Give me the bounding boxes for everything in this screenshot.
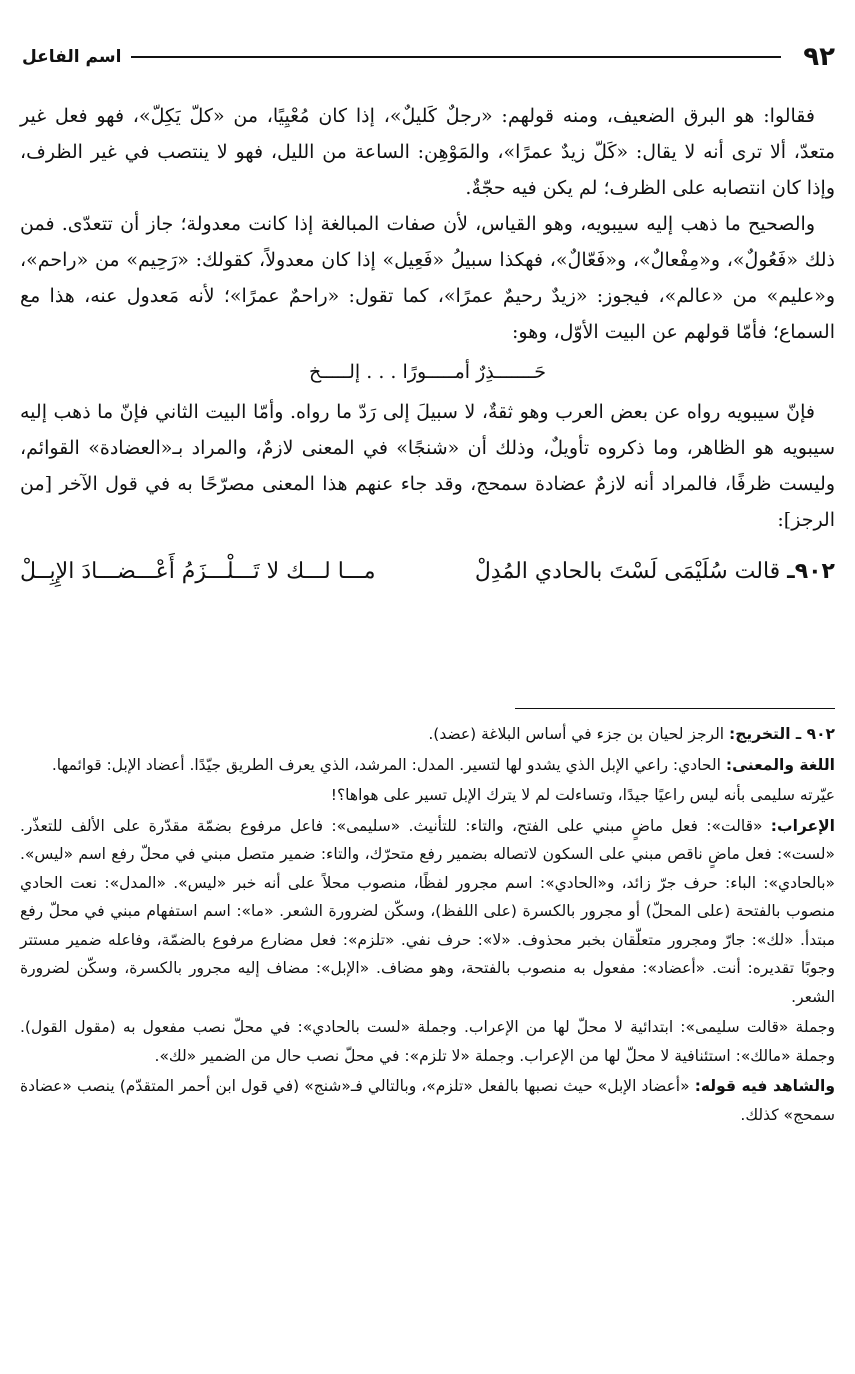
irab-label: الإعراب: [770, 816, 835, 835]
verse-first-text: قالت سُلَيْمَى لَسْتَ بالحادي المُدِلْ [474, 559, 781, 584]
page-header [22, 40, 835, 74]
header-rule [131, 56, 781, 58]
footnote-takhrij [20, 720, 835, 749]
shahid-text: «أعضاد الإبل» حيث نصبها بالفعل «تلزم»، وبالتالي فـ«شنج» (في قول ابن أحمر المتقدّم) ينصب «عضادة سمحج» كذلك. [20, 1077, 835, 1124]
footnote-jumal: وجملة «قالت سليمى»: ابتدائية لا محلّ لها من الإعراب. وجملة «لست بالحادي»: في محلّ نصب مفعول به (مقول القول). وجملة «مالك»: استئنافية لا محلّ لها من الإعراب. وجملة «لا تلزم»: في محلّ نصب حال من الضمير «لك». [20, 1018, 835, 1065]
verse-number: ٩٠٢ـ [787, 559, 835, 584]
footnotes [20, 720, 835, 1131]
running-title: اسم الفاعل [22, 47, 122, 67]
takhrij-text: الرجز لحيان بن جزء في أساس البلاغة (عضد). [428, 725, 725, 743]
poem-verse [20, 550, 835, 594]
page-number: ٩٢ [803, 42, 835, 72]
main-text [20, 98, 835, 594]
irab-text: «قالت»: فعل ماضٍ مبني على الفتح، والتاء: للتأنيث. «سليمى»: فاعل مرفوع بضمّة مقدّرة على الألف للتعذّر. «لست»: فعل ماضٍ ناقص مبني على السكون لاتصاله بضمير رفع متحرّك، والتاء: ضمير متصل مبني في محلّ رفع اسم «ليس». «بالحادي»: الباء: حرف جرّ زائد، و«الحادي»: اسم مجرور لفظًا، منصوب محلاً على أنه خبر «ليس». «المدل»: نعت الحادي منصوب بالفتحة (على المحلّ) أو مجرور بالكسرة (على اللفظ)، وسكّن لضرورة الشعر. «ما»: اسم استفهام مبني في محلّ رفع مبتدأ. «لك»: جارّ ومجرور متعلّقان بخبر محذوف. «لا»: حرف نفي. «تلزم»: فعل مضارع مرفوع بالضمّة، وفاعله ضمير مستتر وجوبًا تقديره: أنت. «أعضاد»: مفعول به منصوب بالفتحة، وهو مضاف. «الإبل»: مضاف إليه مجرور بالكسرة، وسكّن لضرورة الشعر. [20, 816, 835, 1006]
paragraph-3: فإنّ سيبويه رواه عن بعض العرب وهو ثقةٌ، لا سبيلَ إلى رَدّ ما رواه. وأمّا البيت الثاني فإنّ ما ذهب إليه سيبويه هو الظاهر، وما ذكروه تأويلٌ، وذلك أن «شنجًا» في المعنى لازمٌ، والمراد بـ«العضادة» القوائم، وليست ظرفًا، فالمراد أنه لازمٌ عضادة سمحج، وقد جاء عنهم هذا المعنى مصرّحًا به في قول الآخر [من الرجز]: [20, 401, 835, 531]
verse-first-half [475, 550, 835, 594]
footnote-lugha [20, 751, 835, 780]
shahid-label: والشاهد فيه قوله: [694, 1077, 835, 1095]
lugha-label: اللغة والمعنى: [725, 755, 835, 774]
lugha-text: الحادي: راعي الإبل الذي يشدو لها لتسير. المدل: المرشد، الذي يعرف الطريق جيّدًا. أعضاد الإبل: قوائمها. [51, 755, 721, 774]
paragraph-1: فقالوا: هو البرق الضعيف، ومنه قولهم: «رجلٌ كَليلٌ»، إذا كان مُعْيِيًا، من «كلّ يَكِلّ»، فهو فعل غير متعدّ، ألا ترى أنه لا يقال: «كَلّ زيدٌ عمرًا»، والمَوْهِن: الساعة من الليل، فهو لا ينتصب في غير الظرف، وإذا كان انتصابه على الظرف؛ لم يكن فيه حجّةٌ. [20, 105, 835, 199]
takhrij-label: ٩٠٢ ـ التخريج: [729, 725, 835, 743]
footnote-irab [20, 812, 835, 1012]
paragraph-2: والصحيح ما ذهب إليه سيبويه، وهو القياس، لأن صفات المبالغة إذا كانت معدولة؛ جاز أن تتعدّى. فمن ذلك «فَعُولٌ»، و«مِفْعالٌ»، و«فَعّالٌ»، فهكذا سبيلُ «فَعِيل» إذا كان معدولاً، كقولك: «رَحِيم» من «راحم»، و«عليم» من «عالم»، فيجوز: «زيدٌ رحيمٌ عمرًا»، كما تقول: «راحمٌ عمرًا»؛ لأنه مَعدول عنه، هذا مع السماع؛ فأمّا قولهم عن البيت الأوّل، وهو: [20, 213, 835, 343]
verse-second-half: مـــا لـــك لا تَـــلْـــزَمُ أَعْـــضـــادَ الإِبِــلْ [20, 559, 376, 584]
footnote-separator [515, 708, 835, 709]
footnote-meaning: عيّرته سليمى بأنه ليس راعيًا جيدًا، وتساءلت لم لا يترك الإبل تسير على هواها؟! [330, 786, 835, 804]
quoted-hemistich: حَـــــــذِرٌ أمـــــورًا . . . إلـــــخ [309, 361, 546, 383]
footnote-shahid [20, 1072, 835, 1129]
